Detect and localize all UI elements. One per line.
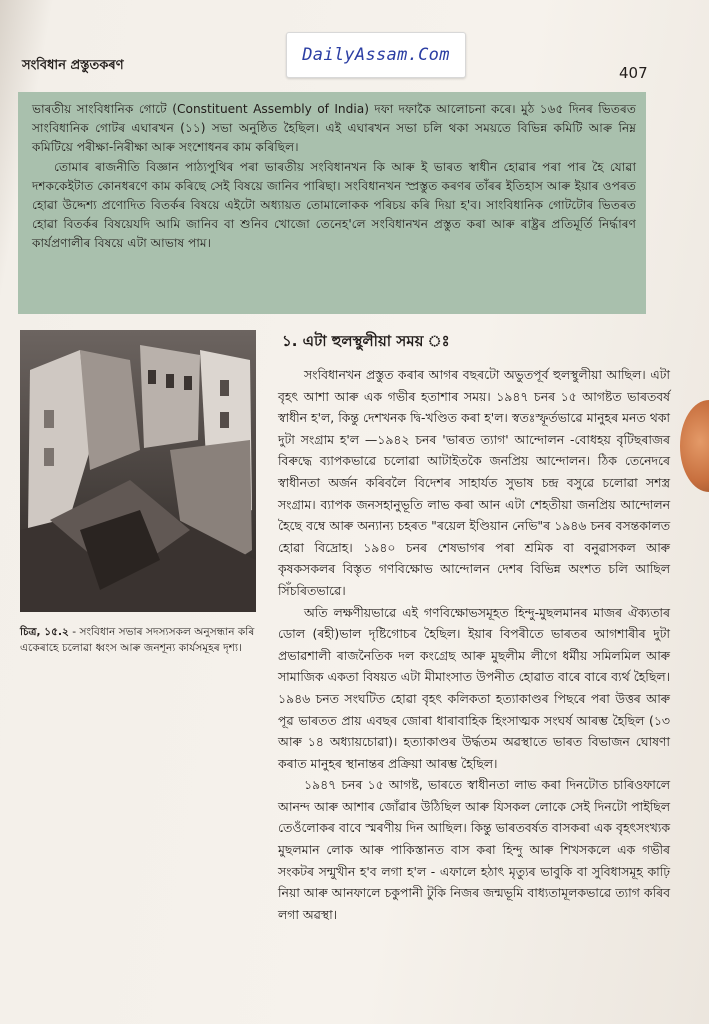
intro-paragraph-2: তোমাৰ ৰাজনীতি বিজ্ঞান পাঠ্যপুথিৰ পৰা ভাৰতীয় সংবিধানখন কি আৰু ই ভাৰত স্বাধীন হোৱাৰ পৰা পাৰ হৈ যোৱা দশককেইটাত কোনধৰণে কাম কৰিছে সেই বিষয়ে জানিব পাৰিছা। সংবিধানখন স্প্ৰস্তুত কৰণৰ তাঁৰৰ ইতিহাস আৰু ইয়াৰ ওপৰত হোৱা উদ্দেশ্য প্ৰণোদিত বিতৰ্কৰ বিষয়ে এইটো অধ্যায়ত তোমালোকক পৰিচয় কৰি দিয়া হ'ব। সাংবিধানিক গোটটোৰ ভিতৰত হোৱা বিতৰ্কৰ বিষয়েযদি আমি জানিব বা শুনিব খোজো তেনেহ'লে সংবিধানখন প্ৰস্তুত কৰা আৰু ৰাষ্ট্ৰৰ প্ৰতিমূৰ্তি নিৰ্দ্ধাৰণ কাৰ্যপ্ৰণালীৰ বিষয়ে এটা আভাষ পাম। (32, 159, 636, 251)
page-number: 407 (619, 64, 648, 82)
body-paragraph-3: ১৯৪৭ চনৰ ১৫ আগষ্ট, ভাৰতে স্বাধীনতা লাভ কৰা দিনটোত চাৰিওফালে আনন্দ আৰু আশাৰ জোঁৱাৰ উঠিছিল আৰু যিসকল লোকে সেই দিনটো পাইছিল তেওঁলোকৰ বাবে স্মৰণীয় দিন আছিল। কিন্তু ভাৰতবৰ্ষত বাসকৰা এক বৃহৎসংখ্যক মুছলমান লোক আৰু পাকিস্তানত বাস কৰা হিন্দু আৰু শিখসকলে এক গভীৰ সংকটৰ সন্মুখীন হ'ব লগা হ'ল - এফালে হঠাৎ মৃত্যুৰ ভাবুকি বা সুবিধাসমূহ কাঢ়ি নিয়া আৰু আনফালে চকুপানী টুকি নিজৰ জন্মভূমি বাধ্যতামূলকভাৱে ত্যাগ কৰিব লগা অৱস্থা। (278, 777, 670, 922)
section-title: ১. এটা হুলস্থুলীয়া সময় ঃ (282, 332, 450, 350)
finger-edge (680, 400, 709, 492)
ruined-street-photo (20, 330, 256, 612)
figure-caption (20, 624, 258, 656)
running-head: সংবিধান প্ৰস্তুতকৰণ (22, 58, 124, 73)
figure-caption-text: - সংবিধান সভাৰ সদস্যসকল অনুসন্ধান কৰি একেৰাহে চলোৱা ধ্বংস আৰু জনশূন্য কাৰ্যসমূহৰ দৃশ্য। (20, 626, 255, 654)
intro-box (18, 92, 646, 314)
body-paragraph-1: সংবিধানখন প্ৰস্তুত কৰাৰ আগৰ বছৰটো অভুতপূৰ্ব হুলস্থুলীয়া আছিল। এটা বৃহৎ আশা আৰু এক গভীৰ হতাশাৰ সময়। ১৯৪৭ চনৰ ১৫ আগষ্টত ভাৰতবৰ্ষ স্বাধীন হ'ল, কিন্তু দেশখনক দ্বি-খণ্ডিত কৰা হ'ল। স্বতঃস্ফূৰ্তভাৱে মানুহৰ মনত থকা দুটা সংগ্ৰাম হ'ল —১৯৪২ চনৰ 'ভাৰত ত্যাগ' আন্দোলন -বোধহয় বৃটিছৰাজৰ বিৰুদ্ধে ব্যাপকভাৱে চলোৱা আটাইতকৈ জনপ্ৰিয় আন্দোলন। ঠিক তেনেদৰে স্বাধীনতা অৰ্জন কৰিবলৈ বিদেশৰ সাহাৰ্যত সুভাষ চন্দ্ৰ বসুৱে চলোৱা সশস্ত্ৰ সংগ্ৰাম। ব্যাপক জনসহানুভূতি লাভ কৰা আন এটা শেহতীয়া জনপ্ৰিয় আন্দোলন হৈছে বম্বে আৰু অন্যান্য চহৰত "ৰয়েল ইণ্ডিয়ান নেভি"ৰ ১৯৪৬ চনৰ বসন্তকালত হোৱা বিদ্ৰোহ। ১৯৪০ চনৰ শেষভাগৰ পৰা শ্ৰমিক বা বনুৱাসকল আৰু কৃষকসকলৰ বিস্তৃত গণবিক্ষোভ আন্দোলন দেশৰ বিভিন্ন অংশত চলি আছিল সিঁচৰিতভাৱে। (278, 367, 670, 598)
figure-caption-label: চিত্ৰ, ১৫.২ (20, 626, 69, 638)
watermark-text: DailyAssam.Com (302, 45, 450, 65)
body-paragraph-2: অতি লক্ষণীয়ভাৱে এই গণবিক্ষোভসমূহত হিন্দু-মুছলমানৰ মাজৰ ঐক্যতাৰ ডোল (ৰহী)ভাল দৃষ্টিগোচৰ হৈছিল। ইয়াৰ বিপৰীতে ভাৰতৰ আগশাৰীৰ দুটা প্ৰভাৱশালী ৰাজনৈতিক দল কংগ্ৰেছ আৰু মুছলীম লীগে ধৰ্মীয় সমিলমিল আৰু সামাজিক একতা বিষয়ত এটা মীমাংসাত উপনীত হোৱাত বাৰে বাৰে ব্যৰ্থ হৈছিল। ১৯৪৬ চনত সংঘটিত হোৱা বৃহৎ কলিকতা হত্যাকাণ্ডৰ পিছৰে পৰা উত্তৰ আৰু পূৱ ভাৰতত প্ৰায় এবছৰ জোৰা ধাৰাবাহিক হিংসাত্মক সংঘৰ্ষ আৰম্ভ হৈছিল (১৩ আৰু ১৪ অধ্যায়চোৱা)। হত্যাকাণ্ডৰ উৰ্দ্ধতম অৱস্থাতে ভাৰত বিভাজন ঘোষণা কৰাত মানুহৰ স্থানান্তৰ প্ৰক্ৰিয়া আৰম্ভ হৈছিল। (278, 604, 670, 771)
watermark-label (286, 32, 466, 78)
intro-paragraph-1: ভাৰতীয় সাংবিধানিক গোটে (Constituent Assembly of India) দফা দফাকৈ আলোচনা কৰে। মুঠ ১৬৫ দিনৰ ভিতৰত সাংবিধানিক গোটৰ এঘাৰখন (১১) সভা অনুষ্ঠিত হৈছিল। এই এঘাৰখন সভা চলি থকা সময়তে বিভিন্ন কমিটি আৰু নিম্ন কমিটিয়ে পৰীক্ষা-নিৰীক্ষা আৰু সংশোধনৰ কাম কৰিছিল। (32, 102, 636, 155)
historical-photo (20, 330, 256, 612)
section-body (278, 364, 670, 925)
